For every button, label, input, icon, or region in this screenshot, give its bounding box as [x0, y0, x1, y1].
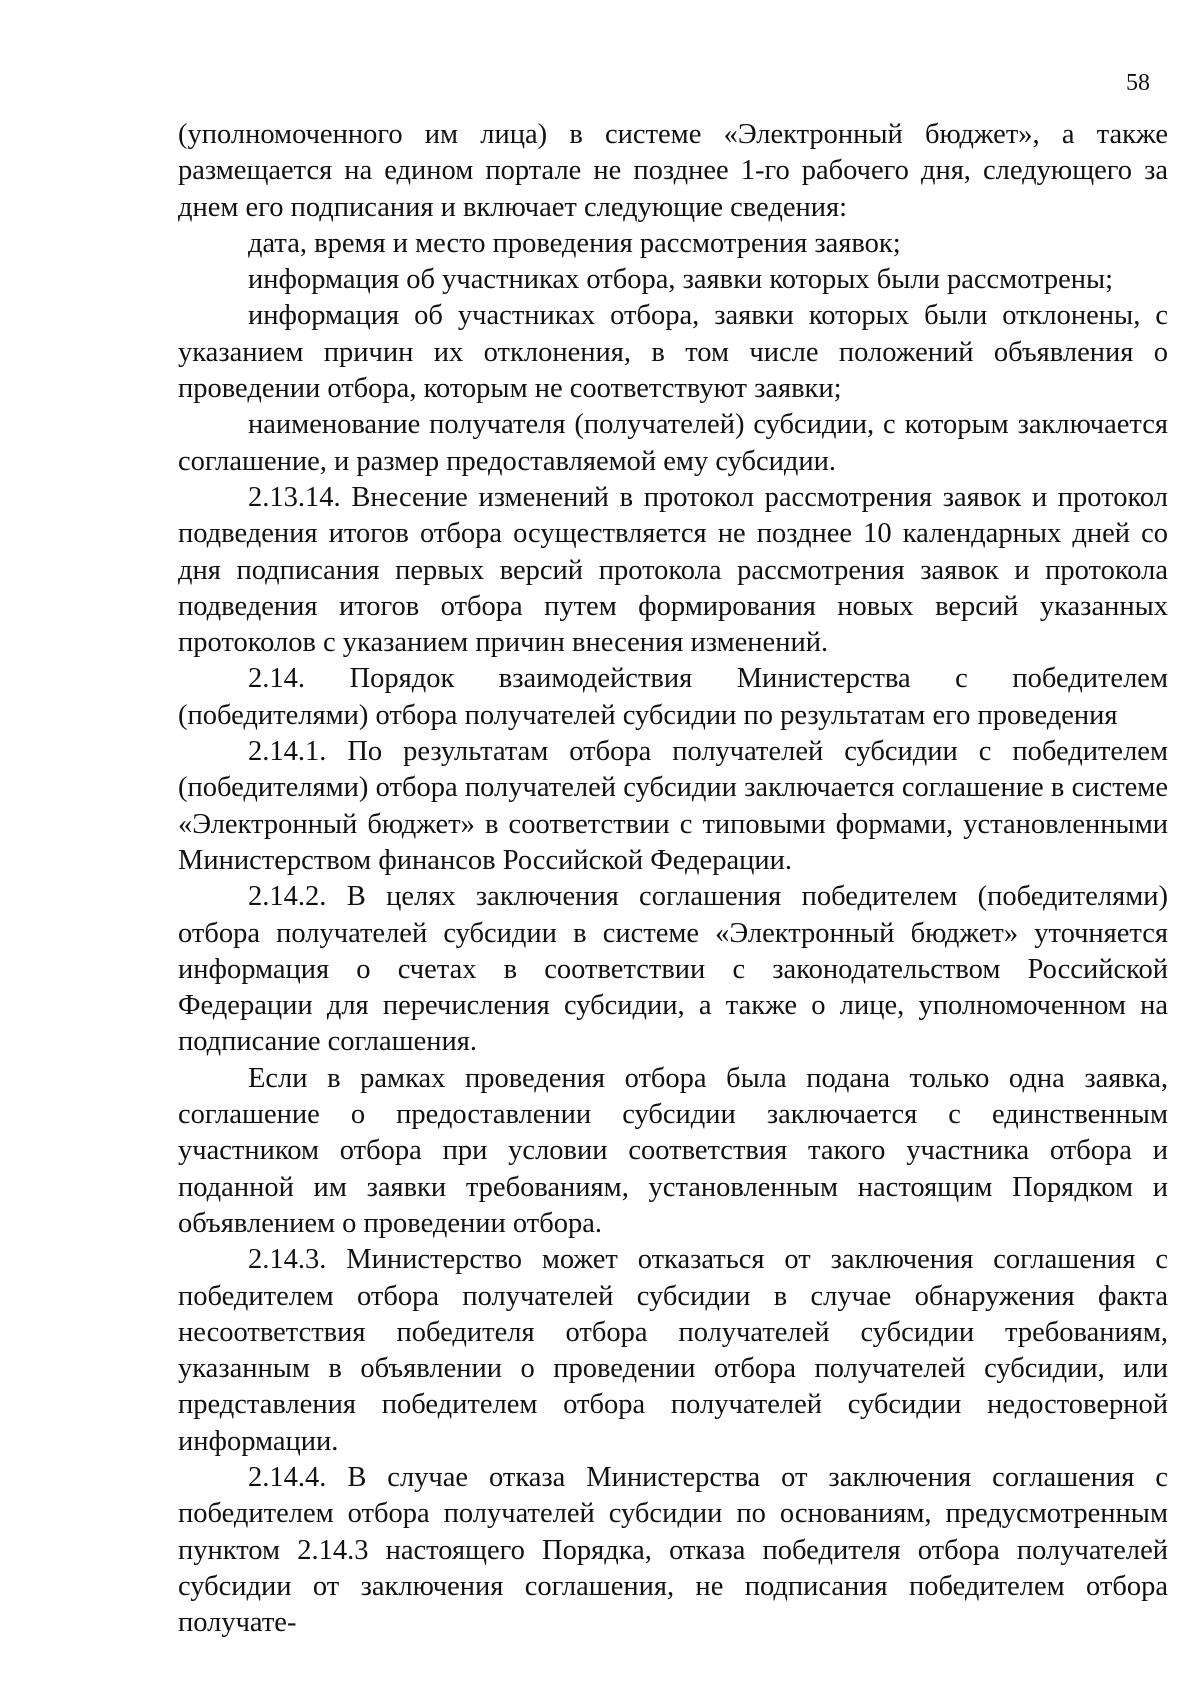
paragraph-2-14-4: 2.14.4. В случае отказа Министерства от заключения соглашения с победителем отбора получателей субсидии по основаниям, предусмотренным пунктом 2.14.3 настоящего Порядка, отказа победителя отбора получателей субсидии от заключения соглашения, не подписания победителем отбора получате-: [178, 1461, 1168, 1639]
paragraph-list-item-recipient: наименование получателя (получателей) субсидии, с которым заключается соглашение, и размер предоставляемой ему субсидии.: [178, 409, 1168, 477]
paragraph-2-13-14: 2.13.14. Внесение изменений в протокол рассмотрения заявок и протокол подведения итогов отбора осуществляется не позднее 10 календарных дней со дня подписания первых версий протокола рассмотрения заявок и протокола подведения итогов отбора путем формирования новых версий указанных протоколов с указанием причин внесения изменений.: [178, 481, 1168, 659]
paragraph-single-application: Если в рамках проведения отбора была подана только одна заявка, соглашение о предоставлении субсидии заключается с единственным участником отбора при условии соответствия такого участника отбора и поданной им заявки требованиям, установленным настоящим Порядком и объявлением о проведении отбора.: [178, 1062, 1168, 1239]
paragraph-list-item-rejected: информация об участниках отбора, заявки которых были отклонены, с указанием причин их отклонения, в том числе положений объявления о проведении отбора, которым не соответствуют заявки;: [178, 300, 1168, 405]
paragraph-list-item-date: дата, время и место проведения рассмотрения заявок;: [248, 227, 901, 259]
paragraph-list-item-reviewed: информация об участниках отбора, заявки которых были рассмотрены;: [248, 264, 1114, 296]
paragraph-2-14-3: 2.14.3. Министерство может отказаться от заключения соглашения с победителем отбора получателей субсидии в случае обнаружения факта несоответствия победителя отбора получателей субсидии требованиям, указанным в объявлении о проведении отбора получателей субсидии, или представления победителем отбора получателей субсидии недостоверной информации.: [178, 1244, 1168, 1457]
document-body: [178, 117, 1168, 1641]
paragraph-2-14-1: 2.14.1. По результатам отбора получателей субсидии с победителем (победителями) отбора получателей субсидии заключается соглашение в системе «Электронный бюджет» в соответствии с типовыми формами, установленными Министерством финансов Российской Федерации.: [178, 736, 1168, 876]
paragraph-2-14-2: 2.14.2. В целях заключения соглашения победителем (победителями) отбора получателей субсидии в системе «Электронный бюджет» уточняется информация о счетах в соответствии с законодательством Российской Федерации для перечисления субсидии, а также о лице, уполномоченном на подписание соглашения.: [178, 881, 1168, 1058]
page-number: 58: [1126, 70, 1150, 96]
paragraph-2-14-heading: 2.14. Порядок взаимодействия Министерства с победителем (победителями) отбора получателей субсидии по результатам его проведения: [178, 663, 1168, 731]
paragraph-continuation: (уполномоченного им лица) в системе «Электронный бюджет», а также размещается на едином портале не позднее 1-го рабочего дня, следующего за днем его подписания и включает следующие сведения:: [178, 119, 1168, 223]
